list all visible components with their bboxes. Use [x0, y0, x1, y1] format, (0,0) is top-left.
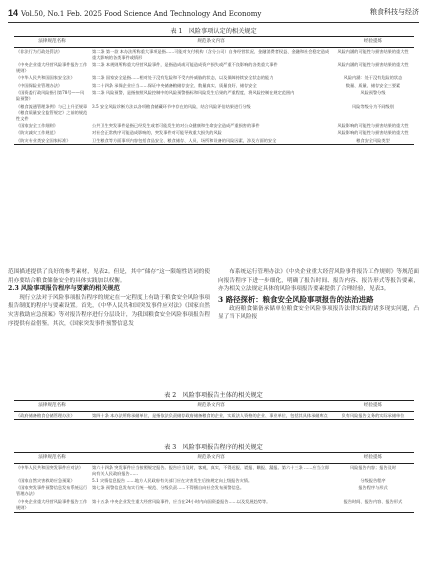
law-name-cell: 《防灾减灾工作规范》 [16, 130, 58, 136]
summary-cell: 分级报告程序 [360, 478, 386, 484]
table3 [14, 452, 414, 513]
law-name-cell: 《中华人民共和国国家安全法》 [16, 75, 75, 81]
table2-header-row [14, 401, 414, 412]
summary-cell: 风险内涵的可能性与损害结果的重大性 [337, 62, 409, 68]
page-number: 14 [8, 8, 19, 18]
table1-caption: 表 1 风险事项认定的相关规定 [170, 28, 257, 35]
provision-text-cell: 第六十四条 突发事件应当按照规定报告。报告应当及时，客观，真实，不得迟报、谎报、瞒报、漏报。第六十三条 ……应当立即向有关人民政府报告…… [92, 464, 330, 476]
table2-body [14, 412, 414, 420]
law-name-cell: 《政府储备粮食仓储管理办法》 [14, 412, 90, 420]
summary-cell: 风险预警分级 [360, 90, 386, 96]
summary-cell: 风险影响的可能性与损害结果的重大性 [337, 130, 409, 136]
table1-row [14, 137, 414, 145]
provision-text-cell: 卫生粮食等方面事项内容包括食品安全、粮食储存、人员、场所和设备的风险因素，涉及方面的安全 [90, 137, 332, 145]
table1-row [14, 82, 414, 89]
right-column [218, 268, 419, 322]
summary-cell: 风险等级分为不同级别 [352, 103, 394, 109]
provision-text-cell: 第二条 本规则所称重大经营风险事件，是指造成或可能造成资产损失或严重不良影响的各类重大事件 [92, 62, 278, 68]
provision-text-cell: 5.1 灾情信息报告 ……地方人民政府有关部门应在灾害发生后按规定向上级报告灾情。 [92, 478, 253, 484]
provision-text-cell: 第二条 风险预警，是指按照风险控制中的风险预警指标和风险发生后果的严重程度，将风险控制在规定范围内 [92, 90, 295, 96]
provision-text-cell: 第四十条 本办法所称承储单位，是指依法负责储存政府储备粮食的企业，实质法人资格的企业、事业单位，包括其具体承储库点 [90, 412, 332, 420]
table2-caption: 表 2 风险事项报告主体的相关规定 [164, 392, 263, 399]
provision-text-cell: 第七条 预警信息发布实行统一规范、分级负责……不得擅自向社会发布预警信息。 [92, 485, 245, 491]
provision-text-cell: 第二条 第一款 本办法所称重大事项是指……可能对支付机构（含分公司）自身经营状况、金融消费者权益、金融和社会稳定造成重大影响的各类事件或情形 [92, 48, 330, 60]
table3-row [14, 464, 414, 478]
law-name-cell: 《国家突发事件预警信息发布系统运行管理办法》 [16, 485, 88, 497]
section-3-heading: 3 路径探析：粮食安全风险事项报告的法治进路 [218, 294, 374, 304]
summary-cell: 风险内涵的可能性与损害结果的重大性 [337, 48, 409, 54]
table3-row [14, 498, 414, 512]
law-name-cell: 《非法行为行政处罚法》 [16, 48, 63, 54]
law-name-cell: 《国家安全工作细则》 [16, 122, 58, 128]
right-column-text: 布系统运行管理办法》《中央企业重大经营风险事件报告工作规则》等规范面向报告程序下进一步细化，明确了报告时间、报告内容、报告形式等报告要素，亦为相关立法规定具体的风险事项报告要素提供了合理经验，见表3。 [218, 269, 419, 293]
table3-header-row [14, 453, 414, 464]
table1-body [14, 48, 414, 145]
law-name-cell: 《中央企业重大经营风险事件报告工作规则》 [14, 498, 90, 512]
table3-row [14, 485, 414, 498]
summary-cell: 报告时间、报告内容、报告形式 [332, 498, 414, 512]
provision-text-cell: 公共卫生突发事件是指已经发生或者可能发生的对公众健康和生命安全造成严重损害的事件 [92, 122, 260, 128]
table3-caption: 表 3 风险事项报告程序的相关规定 [164, 444, 263, 451]
table1-col-header: 法律规范名称 [14, 37, 90, 48]
table1-row [14, 48, 414, 62]
summary-cell: 风险内涵：处于没有危险的状态 [343, 75, 403, 81]
law-name-cell: 《国资委行政风险指引第78号——风险预警》 [16, 90, 85, 102]
table1-row [14, 75, 414, 82]
table3-row [14, 477, 414, 484]
provision-text-cell: 对社会正常秩序可能造成影响的，突发事件对可能导致重大损失的风险 [92, 130, 222, 136]
table1-row [14, 90, 414, 103]
left-column-text: 范围描述提供了良好的参考素材，见表2。但是，其中“储存”这一限缩性语词的使用亦要结合粮食储备安全的具体实践加以权衡。 [8, 269, 210, 284]
summary-cell: 数量、质量、储存安全三要素 [345, 82, 401, 88]
section-3-body: 政府粮食储备承储单位粮食安全风险事项报告法律实践的诸多现实问题，凸显了当下风险报 [218, 305, 419, 321]
table1-row [14, 103, 414, 122]
journal-name: Vol.50, No.1 Feb. 2025 Food Science And Technology And Economy [21, 10, 262, 18]
table3-col-header: 经验提炼 [332, 453, 414, 464]
law-name-cell: 《中国保险业管理办法》 [16, 82, 63, 88]
table1-row [14, 122, 414, 129]
table2-col-header: 经验提炼 [332, 401, 414, 412]
summary-cell: 负有风险报告义务的实际承储单位 [332, 412, 414, 420]
table3-col-header: 法律规范名称 [14, 453, 90, 464]
summary-cell: 粮食安全风险类型 [332, 137, 414, 145]
left-column [8, 268, 210, 328]
provision-text-cell: 3.5 安全风险诊断方法以各项粮食储藏环节中存在的风险，结合风险评估结果进行分级 [92, 103, 251, 109]
provision-text-cell: 第十五条 中央企业发生重大经营风险事件，应当在24小时内向国资委报告……以及发展趋势等。 [90, 498, 332, 512]
provision-text-cell: 第二条 国家安全是指……相对处于没有危险和不受内外威胁的状态，以及保障持续安全状态的能力 [92, 75, 274, 81]
provision-text-cell: 第二十四条 承保企业应当……保证中央储备粮储存安全、数量真实、质量良好、储存安全 [92, 82, 257, 88]
journal-section: 粮食科技与经济 [370, 9, 419, 16]
running-header [8, 6, 419, 20]
law-name-cell: 《粮食流通管理条例》与已上升至规章《粮食质量安全监管规定》之前的规范性文件 [16, 103, 88, 121]
header-left [8, 6, 261, 21]
header-rule [8, 22, 419, 23]
table1-row [14, 130, 414, 137]
section-2-3-heading: 2.3 风险事项报告程序与要素的相关规范 [8, 285, 120, 293]
section-2-3-body: 现行立法对于风险事项报告程序的规定在一定程度上有助于粮食安全风险事项报告制度的程序与要素设置。首先，《中华人民共和国突发事件应对法》《国家自然灾害救助应急预案》等对报告程序进行分层设计，为我国粮食安全风险事项报告程序提供有益借鉴。其次，《国家突发事件预警信息发 [8, 294, 210, 327]
law-name-cell: 《防灾专业类安全国家标准》 [14, 137, 90, 145]
law-name-cell: 《国家自然灾害救助应急预案》 [16, 478, 75, 484]
law-name-cell: 《中央企业重大经营风险事件报告工作规则》 [16, 62, 88, 74]
law-name-cell: 《中华人民共和国突发事件应对法》 [16, 464, 84, 470]
table3-body [14, 464, 414, 513]
summary-cell: 报告程序与形式 [358, 485, 388, 491]
table1 [14, 36, 414, 145]
table1-col-header: 经验提炼 [332, 37, 414, 48]
table2 [14, 400, 414, 420]
table1-col-header: 规范条文内容 [90, 37, 332, 48]
summary-cell: 风险报告内容；报告及时 [349, 464, 397, 470]
table2-col-header: 规范条文内容 [90, 401, 332, 412]
table1-header-row [14, 37, 414, 48]
summary-cell: 风险影响的可能性与损害结果的重大性 [337, 122, 409, 128]
table2-col-header: 法律规范名称 [14, 401, 90, 412]
table2-row [14, 412, 414, 420]
table3-col-header: 规范条文内容 [90, 453, 332, 464]
table1-row [14, 61, 414, 74]
